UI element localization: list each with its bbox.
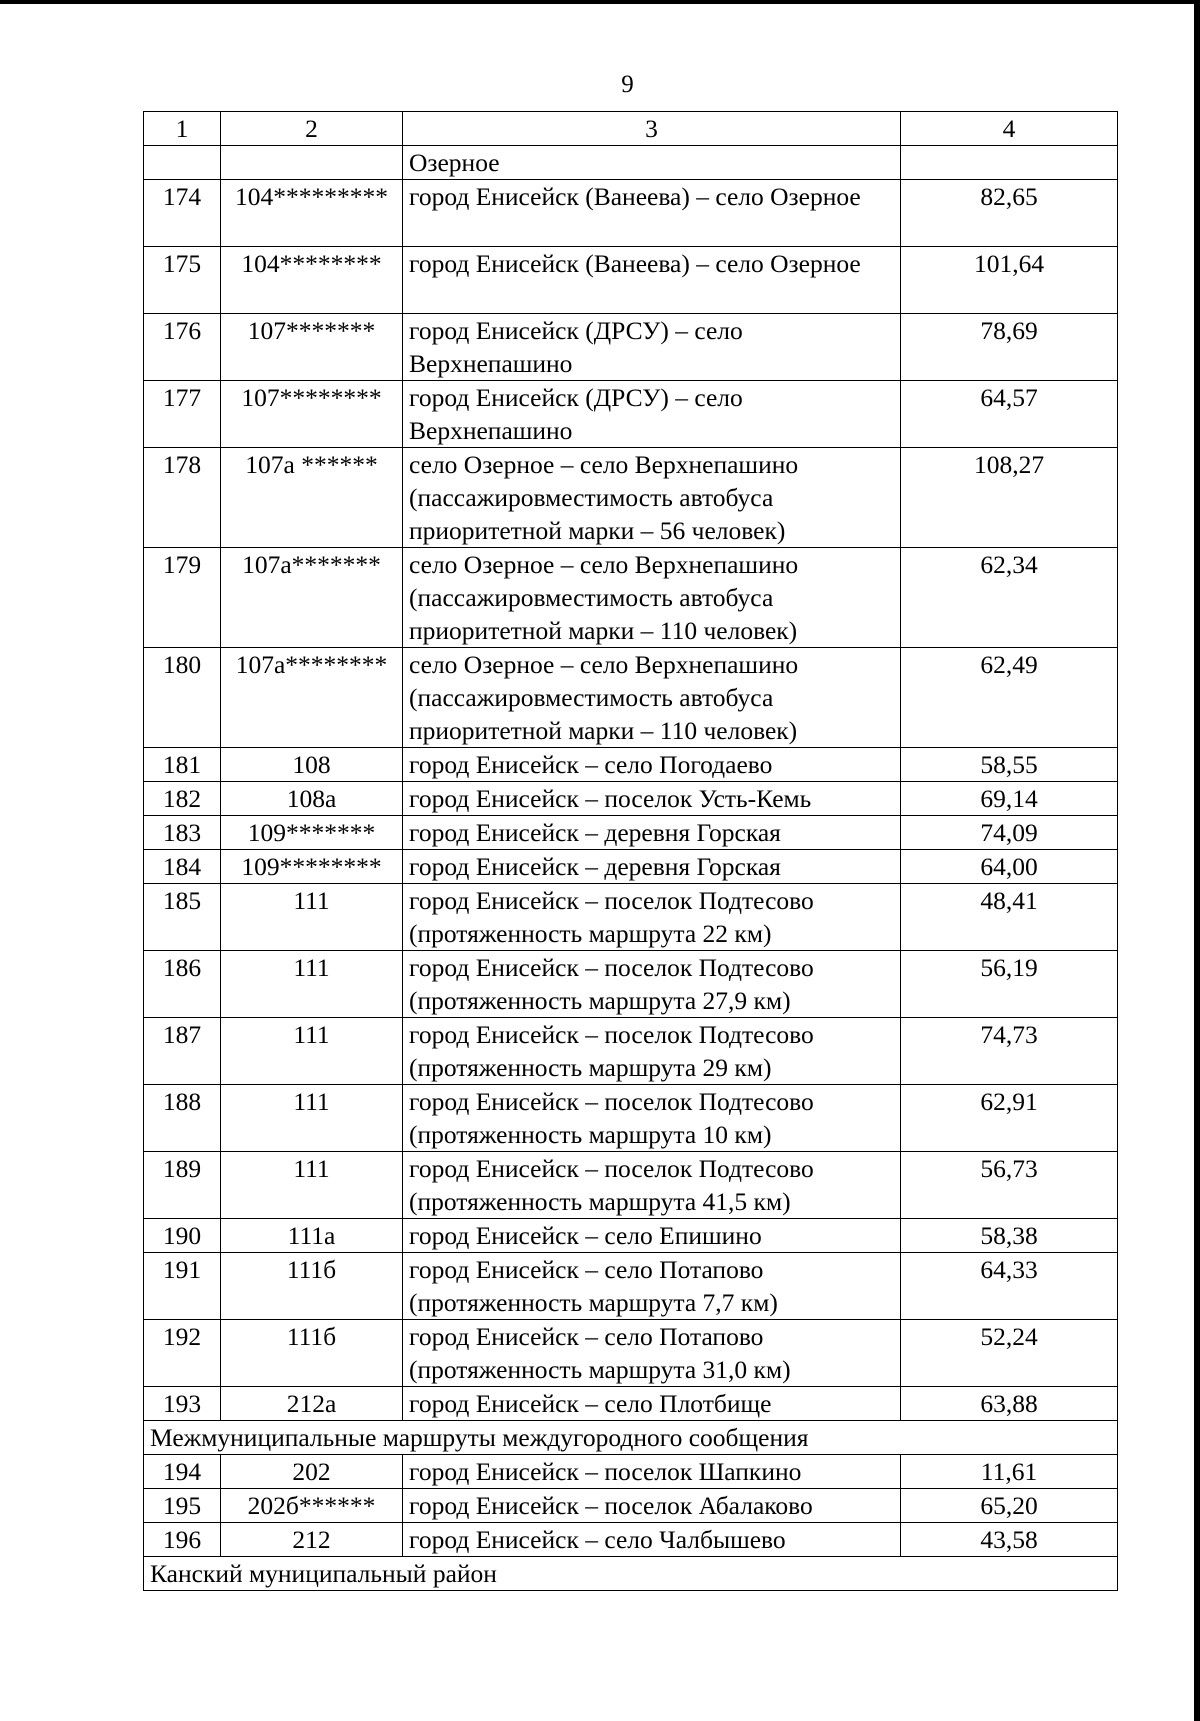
route-value: 82,65 xyxy=(901,180,1118,247)
route-value: 48,41 xyxy=(901,884,1118,951)
table-row xyxy=(144,1219,1118,1253)
route-number: 111б xyxy=(221,1320,403,1387)
column-header-2: 2 xyxy=(221,112,403,146)
route-number: 108а xyxy=(221,782,403,816)
table-row xyxy=(144,1152,1118,1219)
row-number: 187 xyxy=(144,1018,221,1085)
route-description: город Енисейск (ДРСУ) – село Верхнепашино xyxy=(403,314,901,381)
table-row xyxy=(144,816,1118,850)
route-description: город Енисейск (Ванеева) – село Озерное xyxy=(403,247,901,314)
route-value: 101,64 xyxy=(901,247,1118,314)
route-number: 212а xyxy=(221,1387,403,1421)
route-number: 104******** xyxy=(221,247,403,314)
row-number: 174 xyxy=(144,180,221,247)
row-number: 189 xyxy=(144,1152,221,1219)
route-number: 107а******** xyxy=(221,648,403,748)
continuation-row xyxy=(144,146,1118,180)
route-description: город Енисейск – поселок Подтесово (протяженность маршрута 27,9 км) xyxy=(403,951,901,1018)
route-description: город Енисейск – поселок Подтесово (протяженность маршрута 41,5 км) xyxy=(403,1152,901,1219)
route-number: 111 xyxy=(221,1152,403,1219)
table-row xyxy=(144,180,1118,247)
route-value: 65,20 xyxy=(901,1489,1118,1523)
row-number: 191 xyxy=(144,1253,221,1320)
route-value: 58,55 xyxy=(901,748,1118,782)
route-value: 64,00 xyxy=(901,850,1118,884)
table-row xyxy=(144,850,1118,884)
table-cell xyxy=(144,146,221,180)
route-number: 111 xyxy=(221,1018,403,1085)
row-number: 176 xyxy=(144,314,221,381)
route-description: город Енисейск – поселок Подтесово (протяженность маршрута 22 км) xyxy=(403,884,901,951)
route-description: город Енисейск – село Погодаево xyxy=(403,748,901,782)
table-row xyxy=(144,381,1118,448)
table-row xyxy=(144,1018,1118,1085)
row-number: 184 xyxy=(144,850,221,884)
row-number: 190 xyxy=(144,1219,221,1253)
column-header-3: 3 xyxy=(403,112,901,146)
row-number: 178 xyxy=(144,448,221,548)
table-row xyxy=(144,247,1118,314)
route-number: 202 xyxy=(221,1455,403,1489)
route-value: 74,73 xyxy=(901,1018,1118,1085)
column-header-1: 1 xyxy=(144,112,221,146)
row-number: 192 xyxy=(144,1320,221,1387)
route-number: 111 xyxy=(221,1085,403,1152)
row-number: 177 xyxy=(144,381,221,448)
route-description: город Енисейск – поселок Усть-Кемь xyxy=(403,782,901,816)
route-description: город Енисейск (ДРСУ) – село Верхнепашино xyxy=(403,381,901,448)
table-row xyxy=(144,1489,1118,1523)
route-description: село Озерное – село Верхнепашино (пассажировместимость автобуса приоритетной марки – 56 человек) xyxy=(403,448,901,548)
route-number: 109******** xyxy=(221,850,403,884)
route-value: 56,19 xyxy=(901,951,1118,1018)
route-description: город Енисейск – поселок Шапкино xyxy=(403,1455,901,1489)
route-number: 109******* xyxy=(221,816,403,850)
route-description: город Енисейск (Ванеева) – село Озерное xyxy=(403,180,901,247)
route-value: 69,14 xyxy=(901,782,1118,816)
route-value: 52,24 xyxy=(901,1320,1118,1387)
route-number: 107а ****** xyxy=(221,448,403,548)
routes-table xyxy=(143,111,1118,1591)
column-header-4: 4 xyxy=(901,112,1118,146)
route-value: 62,49 xyxy=(901,648,1118,748)
table-row xyxy=(144,782,1118,816)
route-number: 107******** xyxy=(221,381,403,448)
route-value: 11,61 xyxy=(901,1455,1118,1489)
route-description: город Енисейск – деревня Горская xyxy=(403,850,901,884)
section-heading: Канский муниципальный район xyxy=(144,1557,1118,1591)
table-header-row xyxy=(144,112,1118,146)
table-row xyxy=(144,748,1118,782)
section-row-kansky xyxy=(144,1557,1118,1591)
row-number: 196 xyxy=(144,1523,221,1557)
route-description: город Енисейск – поселок Подтесово (протяженность маршрута 29 км) xyxy=(403,1018,901,1085)
table-row xyxy=(144,448,1118,548)
row-number: 181 xyxy=(144,748,221,782)
table-row xyxy=(144,548,1118,648)
row-number: 175 xyxy=(144,247,221,314)
route-value: 64,57 xyxy=(901,381,1118,448)
route-value: 58,38 xyxy=(901,1219,1118,1253)
continuation-text: Озерное xyxy=(403,146,901,180)
table-row xyxy=(144,1085,1118,1152)
route-description: город Енисейск – село Потапово (протяженность маршрута 31,0 км) xyxy=(403,1320,901,1387)
row-number: 183 xyxy=(144,816,221,850)
table-cell xyxy=(221,146,403,180)
table-cell xyxy=(901,146,1118,180)
route-value: 74,09 xyxy=(901,816,1118,850)
table-row xyxy=(144,1253,1118,1320)
table-row xyxy=(144,648,1118,748)
route-description: город Енисейск – деревня Горская xyxy=(403,816,901,850)
row-number: 193 xyxy=(144,1387,221,1421)
table-row xyxy=(144,1455,1118,1489)
row-number: 179 xyxy=(144,548,221,648)
route-number: 111б xyxy=(221,1253,403,1320)
route-number: 104********* xyxy=(221,180,403,247)
route-number: 108 xyxy=(221,748,403,782)
route-value: 63,88 xyxy=(901,1387,1118,1421)
table-row xyxy=(144,951,1118,1018)
route-number: 111а xyxy=(221,1219,403,1253)
route-description: город Енисейск – поселок Абалаково xyxy=(403,1489,901,1523)
route-number: 212 xyxy=(221,1523,403,1557)
row-number: 186 xyxy=(144,951,221,1018)
page-number: 9 xyxy=(621,71,634,98)
row-number: 195 xyxy=(144,1489,221,1523)
route-description: город Енисейск – село Епишино xyxy=(403,1219,901,1253)
route-description: город Енисейск – поселок Подтесово (протяженность маршрута 10 км) xyxy=(403,1085,901,1152)
table-row xyxy=(144,884,1118,951)
route-description: город Енисейск – село Плотбище xyxy=(403,1387,901,1421)
row-number: 180 xyxy=(144,648,221,748)
row-number: 188 xyxy=(144,1085,221,1152)
route-number: 107******* xyxy=(221,314,403,381)
route-number: 202б****** xyxy=(221,1489,403,1523)
route-number: 107а******* xyxy=(221,548,403,648)
route-number: 111 xyxy=(221,951,403,1018)
row-number: 182 xyxy=(144,782,221,816)
route-value: 64,33 xyxy=(901,1253,1118,1320)
route-value: 56,73 xyxy=(901,1152,1118,1219)
table-row xyxy=(144,314,1118,381)
scan-edge-right xyxy=(1194,0,1200,1721)
table-row xyxy=(144,1320,1118,1387)
route-description: город Енисейск – село Потапово (протяженность маршрута 7,7 км) xyxy=(403,1253,901,1320)
route-value: 78,69 xyxy=(901,314,1118,381)
route-value: 62,34 xyxy=(901,548,1118,648)
route-number: 111 xyxy=(221,884,403,951)
route-value: 62,91 xyxy=(901,1085,1118,1152)
route-value: 108,27 xyxy=(901,448,1118,548)
scan-edge-top xyxy=(0,0,1200,4)
table-row xyxy=(144,1523,1118,1557)
section-row-intercity xyxy=(144,1421,1118,1455)
section-heading: Межмуниципальные маршруты междугородного сообщения xyxy=(144,1421,1118,1455)
row-number: 185 xyxy=(144,884,221,951)
table-row xyxy=(144,1387,1118,1421)
route-description: город Енисейск – село Чалбышево xyxy=(403,1523,901,1557)
route-value: 43,58 xyxy=(901,1523,1118,1557)
route-description: село Озерное – село Верхнепашино (пассажировместимость автобуса приоритетной марки – 110 человек) xyxy=(403,548,901,648)
route-description: село Озерное – село Верхнепашино (пассажировместимость автобуса приоритетной марки – 110 человек) xyxy=(403,648,901,748)
row-number: 194 xyxy=(144,1455,221,1489)
